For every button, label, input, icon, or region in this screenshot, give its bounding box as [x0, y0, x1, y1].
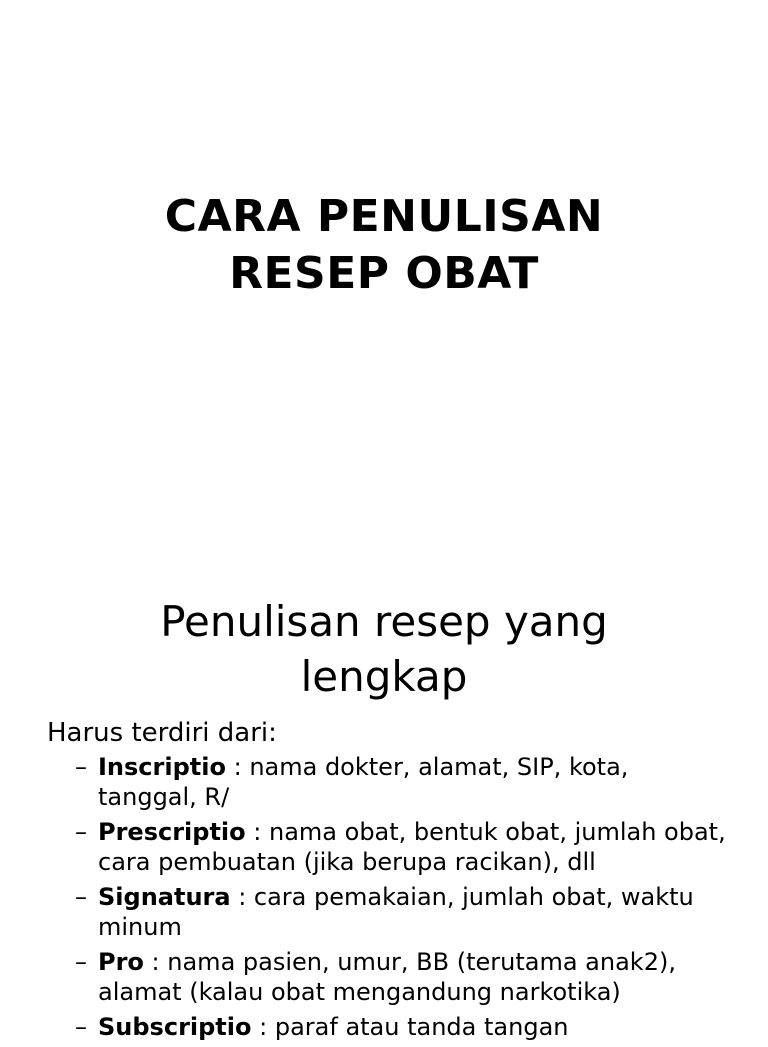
dash-bullet-icon: –: [75, 883, 87, 911]
item-term: Signatura: [98, 883, 231, 911]
intro-text: Harus terdiri dari:: [47, 718, 277, 748]
list-item: [0, 947, 768, 1007]
slide-2-title-line-2: lengkap: [300, 652, 468, 701]
dash-bullet-icon: –: [75, 948, 87, 976]
item-description: : cara pemakaian, jumlah obat, waktu minum: [98, 883, 694, 941]
slide-1-title-line-1: CARA PENULISAN: [164, 191, 604, 242]
dash-bullet-icon: –: [75, 753, 87, 781]
item-term: Inscriptio: [98, 753, 226, 781]
item-description: : nama dokter, alamat, SIP, kota, tanggal, R/: [98, 753, 629, 811]
item-description: : nama obat, bentuk obat, jumlah obat, cara pembuatan (jika berupa racikan), dll: [98, 818, 726, 876]
list-item: [0, 882, 768, 942]
item-term: Prescriptio: [98, 818, 246, 846]
item-term: Subscriptio: [98, 1013, 252, 1041]
slide-1-title-line-2: RESEP OBAT: [229, 248, 539, 299]
item-term: Pro: [98, 948, 144, 976]
slide-2-title: [0, 594, 768, 704]
item-description: : paraf atau tanda tangan: [251, 1013, 569, 1041]
dash-bullet-icon: –: [75, 818, 87, 846]
dash-bullet-icon: –: [75, 1013, 87, 1041]
list-item: [0, 752, 768, 812]
bullet-list: [0, 752, 768, 1047]
list-item: [0, 817, 768, 877]
slide-1-title: [0, 188, 768, 302]
item-description: : nama pasien, umur, BB (terutama anak2), alamat (kalau obat mengandung narkotika): [98, 948, 676, 1006]
slide-2-title-line-1: Penulisan resep yang: [160, 597, 608, 646]
list-item: [0, 1012, 768, 1042]
